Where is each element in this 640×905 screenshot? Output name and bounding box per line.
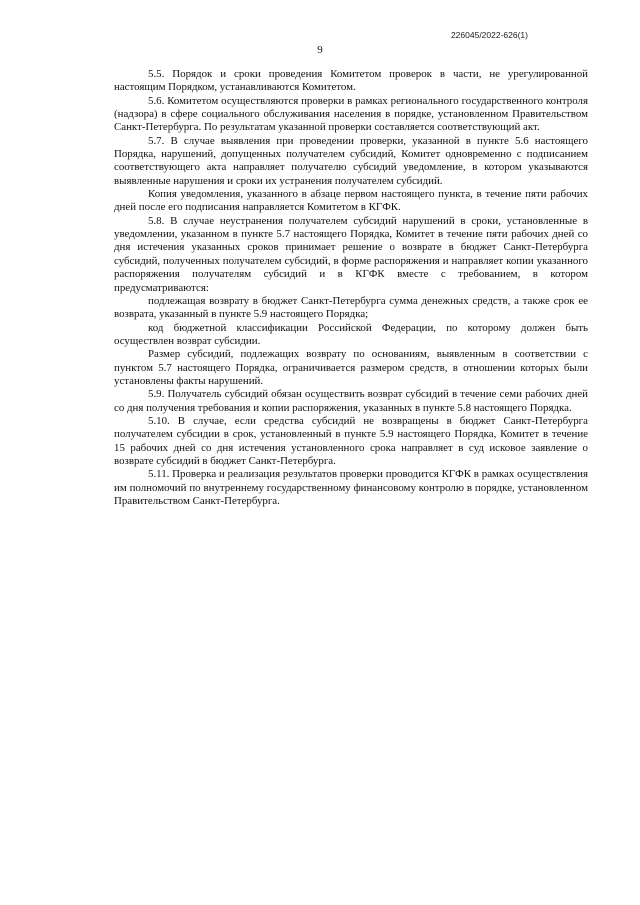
paragraph-5-5: 5.5. Порядок и сроки проведения Комитетом проверок в части, не урегулированной настоящим Порядком, устанавливаются Комитетом. [114, 68, 588, 94]
paragraph-5-11: 5.11. Проверка и реализация результатов проверки проводится КГФК в рамках осуществления им полномочий по внутреннему государственному финансовому контролю в порядке, установленном Правительством Санкт-Петербурга. [114, 468, 588, 507]
paragraph-5-7: 5.7. В случае выявления при проведении проверки, указанной в пункте 5.6 настоящего Порядка, нарушений, допущенных получателем субсидий, Комитет одновременно с подписанием соответствующего акта направляет получателю субсидий уведомление, в котором указываются выявленные нарушения и сроки их устранения получателем субсидий. [114, 134, 588, 187]
paragraph-5-8: 5.8. В случае неустранения получателем субсидий нарушений в сроки, установленные в уведомлении, указанном в пункте 5.7 настоящего Порядка, Комитет в течение пяти рабочих дней со дня истечения указанных сроков принимает решение о возврате в бюджет Санкт-Петербурга субсидий, полученных получателем субсидий, в форме распоряжения и направляет копии указанного распоряжения получателям субсидий и в КГФК вместе с требованием, в котором предусматриваются: [114, 214, 588, 294]
paragraph-5-7-copy: Копия уведомления, указанного в абзаце первом настоящего пункта, в течение пяти рабочих дней после его подписания направляется Комитетом в КГФК. [114, 188, 588, 214]
paragraph-5-8-item-amount: подлежащая возврату в бюджет Санкт-Петербурга сумма денежных средств, а также срок ее возврата, указанный в пункте 5.9 настоящего Порядка; [114, 294, 588, 321]
document-body [114, 68, 588, 508]
paragraph-5-8-size: Размер субсидий, подлежащих возврату по основаниям, выявленным в соответствии с пунктом 5.7 настоящего Порядка, ограничивается размером средств, в отношении которых были установлены факты нарушений. [114, 348, 588, 387]
document-registration-number: 226045/2022-626(1) [450, 30, 528, 40]
paragraph-5-8-item-code: код бюджетной классификации Российской Федерации, по которому должен быть осуществлен возврат субсидии. [114, 321, 588, 347]
paragraph-5-10: 5.10. В случае, если средства субсидий не возвращены в бюджет Санкт-Петербурга получателем субсидии в срок, установленный в пункте 5.9 настоящего Порядка, Комитет в течение 15 рабочих дней со дня истечения установленного срока направляет в суд исковое заявление о возврате субсидий в бюджет Санкт-Петербурга. [114, 414, 588, 467]
paragraph-5-6: 5.6. Комитетом осуществляются проверки в рамках регионального государственного контроля (надзора) в сфере социального обслуживания населения в порядке, установленном Правительством Санкт-Петербурга. По результатам указанной проверки составляется соответствующий акт. [114, 94, 588, 134]
paragraph-5-9: 5.9. Получатель субсидий обязан осуществить возврат субсидий в течение семи рабочих дней со дня получения требования и копии распоряжения, указанных в пункте 5.8 настоящего Порядка. [114, 388, 588, 414]
page-number: 9 [317, 44, 323, 56]
